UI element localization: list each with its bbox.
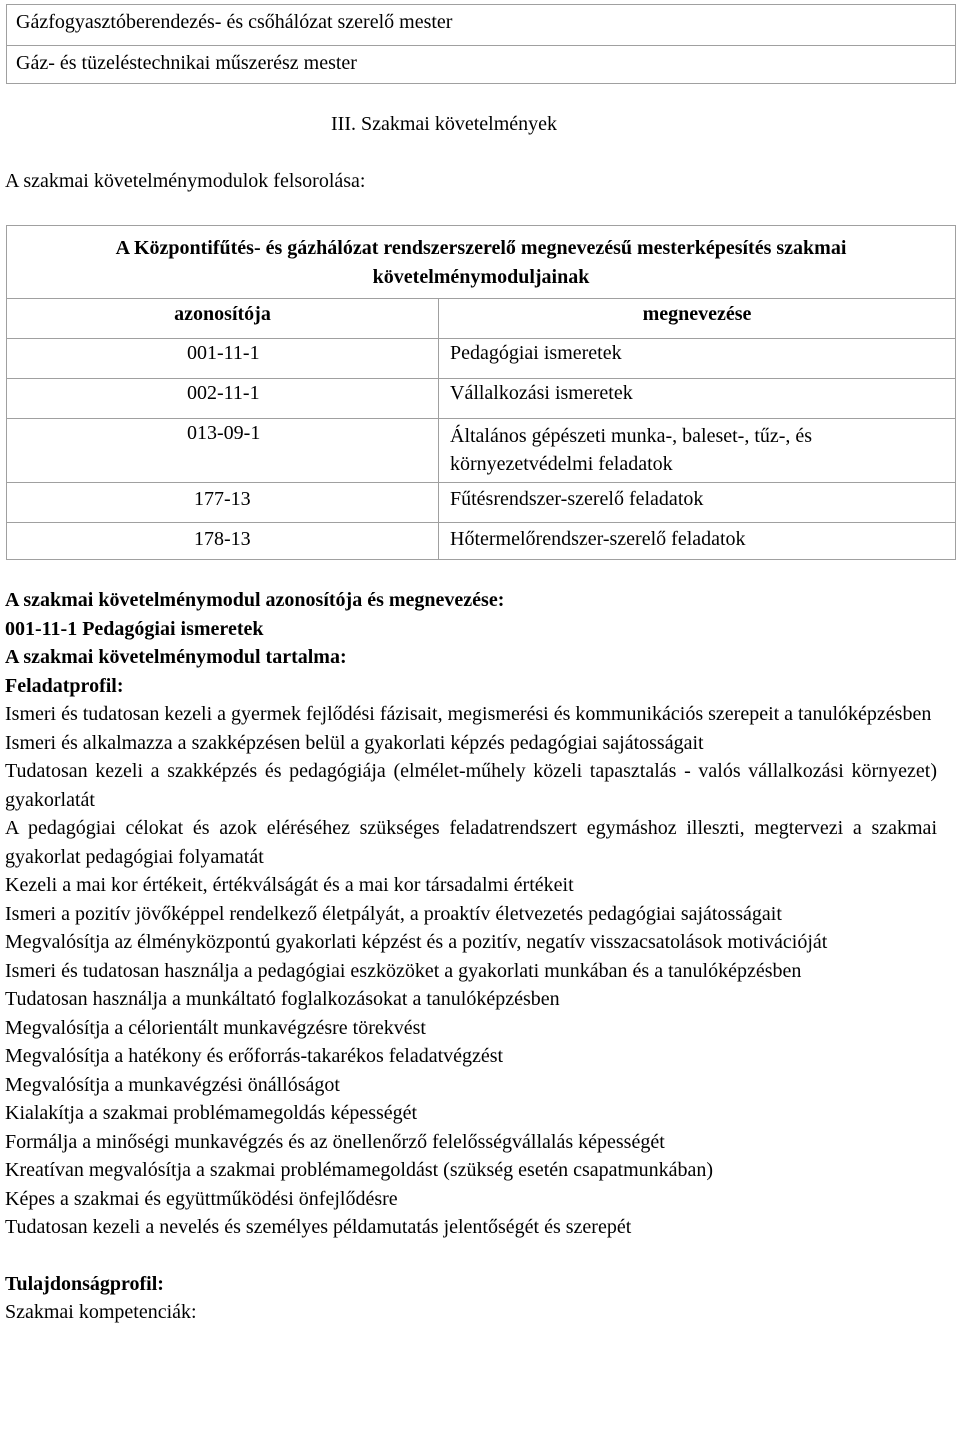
- content-heading: A szakmai követelménymodul tartalma:: [5, 646, 347, 668]
- task-item: Tudatosan kezeli a nevelés és személyes példamutatás jelentőségét és szerepét: [5, 1216, 632, 1238]
- task-item: Formálja a minőségi munkavégzés és az önellenőrző felelősségvállalás képességét: [5, 1130, 665, 1153]
- module-id: 178-13: [194, 528, 251, 550]
- task-item: Kialakítja a szakmai problémamegoldás képességét: [5, 1102, 418, 1124]
- module-id-value: 001-11-1 Pedagógiai ismeretek: [5, 617, 264, 640]
- module-name: Vállalkozási ismeretek: [450, 382, 633, 404]
- task-item: Képes a szakmai és együttműködési önfejlődésre: [5, 1187, 398, 1210]
- task-item: A pedagógiai célokat és azok eléréséhez szükséges feladatrendszert egymáshoz illeszti, megtervezi a szakmai gyakorlat pedagógiai folyamatát: [5, 817, 937, 868]
- module-id: 177-13: [194, 488, 251, 510]
- modules-table: [6, 225, 956, 560]
- caption-line: követelménymoduljainak: [372, 266, 590, 288]
- module-id: 001-11-1: [187, 342, 260, 364]
- task-item: Tudatosan kezeli a szakképzés és pedagógiája (elmélet-műhely közeli tapasztalás - valós vállalkozási környezet) gyakorlatát: [5, 760, 937, 811]
- qualification-name: Gáz- és tüzeléstechnikai műszerész mester: [16, 52, 357, 74]
- task-item: Ismeri és tudatosan használja a pedagógiai eszközöket a gyakorlati munkában és a tanulóképzésben: [5, 959, 802, 982]
- task-item: Ismeri és alkalmazza a szakképzésen belül a gyakorlati képzés pedagógiai sajátosságait: [5, 731, 704, 754]
- section-title: III. Szakmai követelmények: [331, 113, 558, 135]
- task-item: Kezeli a mai kor értékeit, értékválságát és a mai kor társadalmi értékeit: [5, 874, 574, 896]
- module-name: Pedagógiai ismeretek: [450, 342, 622, 364]
- task-item: Ismeri a pozitív jövőképpel rendelkező életpályát, a proaktív életvezetés pedagógiai sajátosságait: [5, 902, 782, 925]
- module-name-line: Általános gépészeti munka-, baleset-, tűz-, és: [450, 425, 813, 447]
- column-header-id: azonosítója: [174, 303, 271, 325]
- property-profile-heading: Tulajdonságprofil:: [5, 1272, 164, 1295]
- module-name: [450, 422, 812, 478]
- task-item: Megvalósítja a munkavégzési önállóságot: [5, 1073, 340, 1096]
- module-name-line: környezetvédelmi feladatok: [450, 453, 673, 475]
- task-item: Megvalósítja az élményközpontú gyakorlati képzést és a pozitív, negatív visszacsatolások motivációját: [5, 931, 828, 953]
- qualification-row: [7, 45, 955, 85]
- module-name: Fűtésrendszer-szerelő feladatok: [450, 488, 704, 510]
- task-item: Megvalósítja a hatékony és erőforrás-takarékos feladatvégzést: [5, 1045, 504, 1067]
- column-header-name: megnevezése: [642, 303, 752, 325]
- qualification-name: Gázfogyasztóberendezés- és csőhálózat szerelő mester: [16, 11, 453, 33]
- task-item: Kreatívan megvalósítja a szakmai problémamegoldást (szükség esetén csapatmunkában): [5, 1159, 714, 1181]
- module-id: 013-09-1: [187, 422, 261, 444]
- qualification-table: [6, 4, 956, 84]
- task-item: Megvalósítja a célorientált munkavégzésre törekvést: [5, 1016, 426, 1039]
- task-item: Tudatosan használja a munkáltató foglalkozásokat a tanulóképzésben: [5, 988, 560, 1010]
- qualification-row: [7, 5, 955, 45]
- competencies-label: Szakmai kompetenciák:: [5, 1301, 197, 1323]
- task-profile-heading: Feladatprofil:: [5, 674, 124, 697]
- caption-line: A Központifűtés- és gázhálózat rendszerszerelő megnevezésű mesterképesítés szakmai: [115, 237, 847, 259]
- module-id: 002-11-1: [187, 382, 260, 404]
- module-content: [5, 586, 937, 1327]
- module-name: Hőtermelőrendszer-szerelő feladatok: [450, 528, 746, 550]
- list-heading: A szakmai követelménymodulok felsorolása:: [5, 170, 366, 192]
- task-item: Ismeri és tudatosan kezeli a gyermek fejlődési fázisait, megismerési és kommunikációs szerepeit a tanulóképzésben: [5, 703, 932, 725]
- module-id-heading: A szakmai követelménymodul azonosítója és megnevezése:: [5, 589, 505, 611]
- modules-table-caption: [7, 234, 955, 292]
